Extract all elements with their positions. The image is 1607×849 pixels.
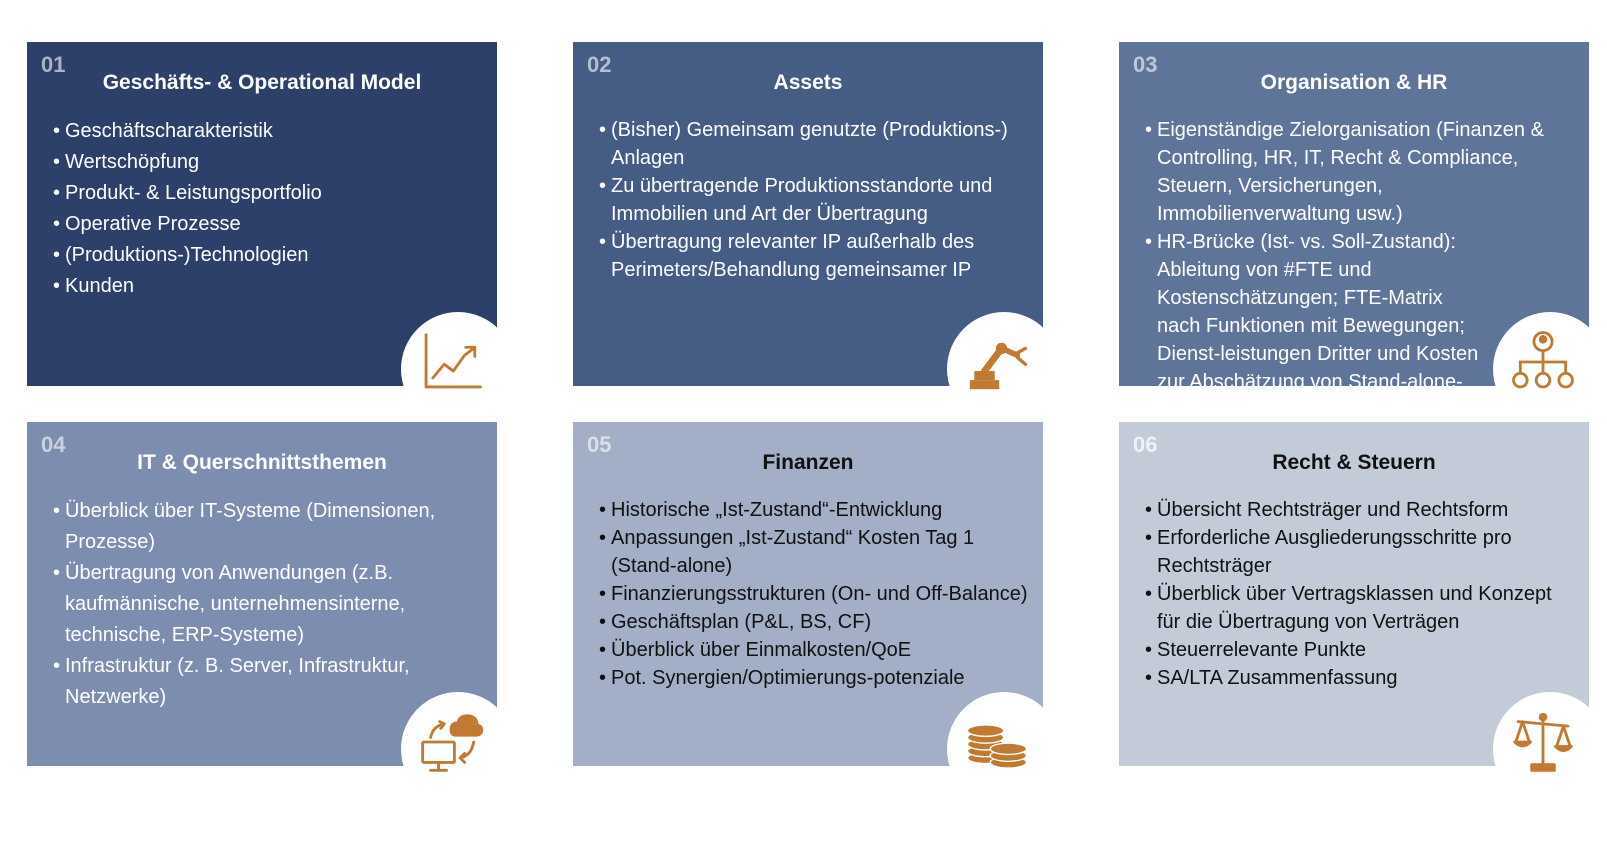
card-item-list	[599, 116, 1031, 284]
icon-circle	[401, 312, 515, 426]
list-item: • Anpassungen „Ist-Zustand“ Kosten Tag 1 (Stand-alone)	[599, 524, 1031, 580]
card-item-list	[53, 116, 485, 302]
list-item: • Kunden	[53, 271, 485, 302]
list-item: • Wertschöpfung	[53, 147, 485, 178]
list-item: • Überblick über Einmalkosten/QoE	[599, 636, 1031, 664]
card-title: Finanzen	[762, 451, 854, 474]
card-number: 05	[587, 432, 612, 457]
card-item-list	[53, 496, 485, 713]
coins-icon	[963, 708, 1031, 776]
card-title: Organisation & HR	[1260, 71, 1448, 94]
list-item: • Operative Prozesse	[53, 209, 485, 240]
card-assets	[573, 42, 1043, 386]
list-item: • Geschäftsplan (P&L, BS, CF)	[599, 608, 1031, 636]
cloud-computer-icon	[417, 708, 485, 776]
card-item-list	[1145, 496, 1577, 692]
list-item: • (Bisher) Gemeinsam genutzte (Produktions-) Anlagen	[599, 116, 1031, 172]
list-item: • Übertragung relevanter IP außerhalb des Perimeters/Behandlung gemeinsamer IP	[599, 228, 1031, 284]
card-title: Geschäfts- & Operational Model	[102, 71, 422, 94]
icon-circle	[401, 692, 515, 806]
icon-circle	[947, 312, 1061, 426]
card-title: IT & Querschnittsthemen	[137, 451, 387, 474]
icon-circle	[1493, 312, 1607, 426]
card-title: Assets	[773, 71, 843, 94]
card-number: 01	[41, 52, 66, 77]
list-item: • Finanzierungsstrukturen (On- und Off-Balance)	[599, 580, 1031, 608]
card-number: 03	[1133, 52, 1158, 77]
list-item: • Übersicht Rechtsträger und Rechtsform	[1145, 496, 1577, 524]
icon-circle	[1493, 692, 1607, 806]
list-item: • HR-Brücke (Ist- vs. Soll-Zustand): Ableitung von #FTE und Kostenschätzungen; FTE-Matrix nach Funktionen mit Bewegungen; Dienst-leistungen Dritter und Kosten zur Abschätzung von Stand-alone-Kosten	[1145, 228, 1577, 424]
list-item: • Produkt- & Leistungsportfolio	[53, 178, 485, 209]
org-chart-icon	[1509, 328, 1577, 396]
trend-chart-icon	[417, 328, 485, 396]
list-item: • Zu übertragende Produktionsstandorte und Immobilien und Art der Übertragung	[599, 172, 1031, 228]
card-item-list	[599, 496, 1031, 692]
scales-icon	[1509, 708, 1577, 776]
list-item: • Historische „Ist-Zustand“-Entwicklung	[599, 496, 1031, 524]
list-item: • SA/LTA Zusammenfassung	[1145, 664, 1577, 692]
card-number: 02	[587, 52, 612, 77]
list-item: • (Produktions-)Technologien	[53, 240, 485, 271]
card-finanzen	[573, 422, 1043, 766]
card-title: Recht & Steuern	[1272, 451, 1436, 474]
icon-circle	[947, 692, 1061, 806]
card-it	[27, 422, 497, 766]
list-item: • Infrastruktur (z. B. Server, Infrastruktur, Netzwerke)	[53, 651, 485, 713]
card-recht-steuern	[1119, 422, 1589, 766]
list-item: • Übertragung von Anwendungen (z.B. kaufmännische, unternehmensinterne, technische, ERP-Systeme)	[53, 558, 485, 651]
card-number: 06	[1133, 432, 1158, 457]
list-item: • Überblick über Vertragsklassen und Konzept für die Übertragung von Verträgen	[1145, 580, 1577, 636]
list-item: • Eigenständige Zielorganisation (Finanzen & Controlling, HR, IT, Recht & Compliance, Steuern, Versicherungen, Immobilienverwaltung usw.)	[1145, 116, 1577, 228]
robot-arm-icon	[963, 328, 1031, 396]
card-business-model	[27, 42, 497, 386]
list-item: • Überblick über IT-Systeme (Dimensionen, Prozesse)	[53, 496, 485, 558]
list-item: • Steuerrelevante Punkte	[1145, 636, 1577, 664]
list-item: • Geschäftscharakteristik	[53, 116, 485, 147]
list-item: • Erforderliche Ausgliederungsschritte pro Rechtsträger	[1145, 524, 1577, 580]
list-item: • Pot. Synergien/Optimierungs-potenziale	[599, 664, 1031, 692]
card-organisation-hr	[1119, 42, 1589, 421]
card-number: 04	[41, 432, 66, 457]
